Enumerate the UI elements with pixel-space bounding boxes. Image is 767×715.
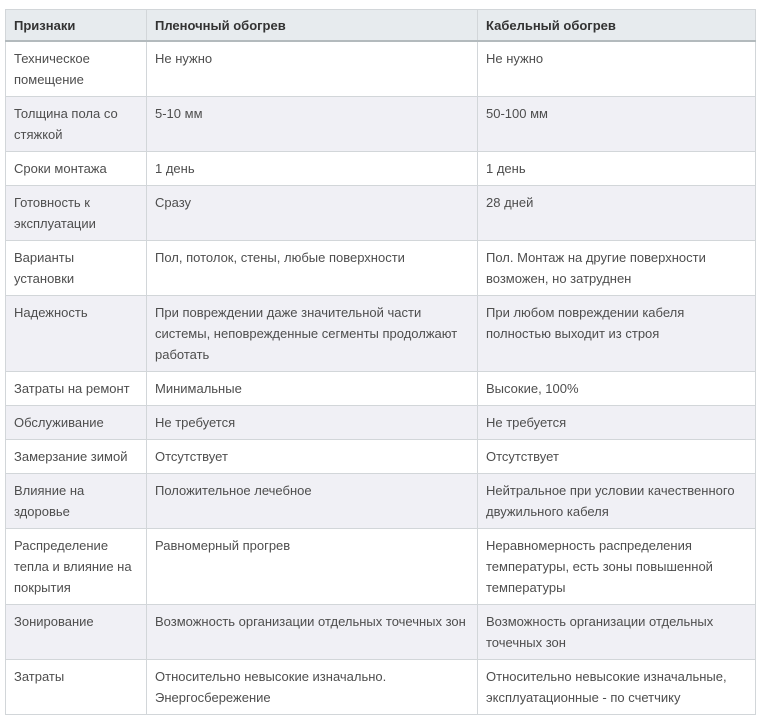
column-header-features: Признаки [6,10,147,42]
cable-cell: Не требуется [478,406,756,440]
film-cell: Не нужно [147,41,478,97]
table-row [6,406,756,440]
feature-cell: Готовность к эксплуатации [6,186,147,241]
feature-cell: Сроки монтажа [6,152,147,186]
table-row [6,186,756,241]
feature-cell: Техническое помещение [6,41,147,97]
film-cell: Относительно невысокие изначально. Энергосбережение [147,660,478,715]
table-row [6,660,756,715]
cable-cell: Пол. Монтаж на другие поверхности возможен, но затруднен [478,241,756,296]
table-row [6,241,756,296]
cable-cell: Неравномерность распределения температуры, есть зоны повышенной температуры [478,529,756,605]
cable-cell: 28 дней [478,186,756,241]
heating-comparison-table [5,9,756,715]
column-header-cable-heating: Кабельный обогрев [478,10,756,42]
film-cell: При повреждении даже значительной части системы, неповрежденные сегменты продолжают работать [147,296,478,372]
cable-cell: Относительно невысокие изначальные, эксплуатационные - по счетчику [478,660,756,715]
table-row [6,41,756,97]
film-cell: 1 день [147,152,478,186]
table-row [6,529,756,605]
feature-cell: Надежность [6,296,147,372]
film-cell: Равномерный прогрев [147,529,478,605]
table-row [6,372,756,406]
cable-cell: 1 день [478,152,756,186]
film-cell: Возможность организации отдельных точечных зон [147,605,478,660]
feature-cell: Варианты установки [6,241,147,296]
film-cell: Пол, потолок, стены, любые поверхности [147,241,478,296]
feature-cell: Затраты [6,660,147,715]
feature-cell: Зонирование [6,605,147,660]
film-cell: Отсутствует [147,440,478,474]
film-cell: Не требуется [147,406,478,440]
film-cell: 5-10 мм [147,97,478,152]
film-cell: Положительное лечебное [147,474,478,529]
cable-cell: Возможность организации отдельных точечных зон [478,605,756,660]
film-cell: Минимальные [147,372,478,406]
column-header-film-heating: Пленочный обогрев [147,10,478,42]
table-row [6,296,756,372]
feature-cell: Толщина пола со стяжкой [6,97,147,152]
cable-cell: Отсутствует [478,440,756,474]
table-row [6,605,756,660]
cable-cell: Нейтральное при условии качественного двужильного кабеля [478,474,756,529]
feature-cell: Влияние на здоровье [6,474,147,529]
table-row [6,152,756,186]
film-cell: Сразу [147,186,478,241]
table-row [6,440,756,474]
cable-cell: 50-100 мм [478,97,756,152]
cable-cell: При любом повреждении кабеля полностью выходит из строя [478,296,756,372]
table-row [6,97,756,152]
table-row [6,474,756,529]
feature-cell: Обслуживание [6,406,147,440]
cable-cell: Не нужно [478,41,756,97]
feature-cell: Затраты на ремонт [6,372,147,406]
feature-cell: Распределение тепла и влияние на покрытия [6,529,147,605]
cable-cell: Высокие, 100% [478,372,756,406]
header-row [6,10,756,42]
feature-cell: Замерзание зимой [6,440,147,474]
